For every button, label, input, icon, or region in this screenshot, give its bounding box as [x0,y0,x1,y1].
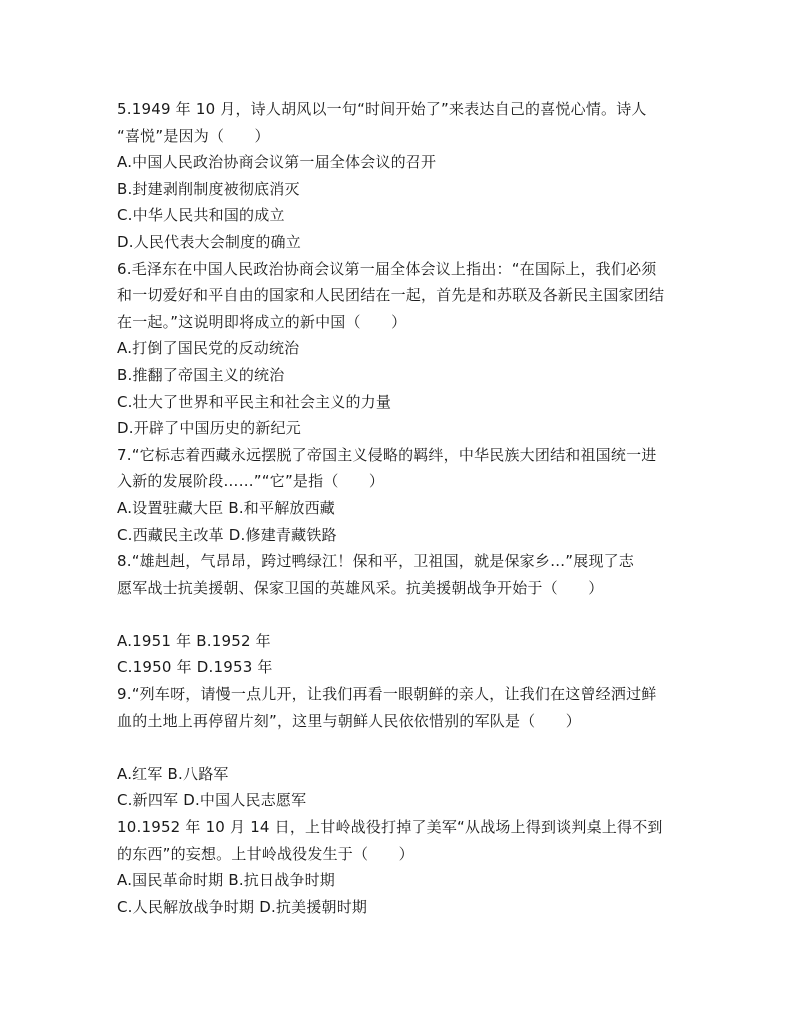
option-c-d: C.人民解放战争时期 D.抗美援朝时期 [117,897,368,916]
option-d: D.人民代表大会制度的确立 [117,232,301,251]
question-5 [117,96,687,256]
question-stem-line: 入新的发展阶段……”“它”是指（ ） [117,472,385,491]
option-a: A.中国人民政治协商会议第一届全体会议的召开 [117,153,437,172]
question-stem-line: 血的土地上再停留片刻”，这里与朝鲜人民依依惜别的军队是（ ） [117,711,581,730]
option-a-b: A.国民革命时期 B.抗日战争时期 [117,871,335,890]
question-10 [117,814,687,920]
question-7 [117,442,687,548]
question-stem-line: 愿军战士抗美援朝、保家卫国的英雄风采。抗美援朝战争开始于（ ） [117,578,604,597]
option-c-d: C.1950 年 D.1953 年 [117,658,273,677]
option-b: B.推翻了帝国主义的统治 [117,365,285,384]
question-stem-line: “喜悦”是因为（ ） [117,126,270,145]
question-6 [117,256,687,442]
question-stem-line: 的东西”的妄想。上甘岭战役发生于（ ） [117,844,414,863]
question-stem-line: 在一起。”这说明即将成立的新中国（ ） [117,312,407,331]
option-b: B.封建剥削制度被彻底消灭 [117,179,300,198]
option-c: C.中华人民共和国的成立 [117,206,285,225]
question-9 [117,681,687,814]
option-c-d: C.新四军 D.中国人民志愿军 [117,791,307,810]
option-a-b: A.设置驻藏大臣 B.和平解放西藏 [117,498,335,517]
option-a-b: A.1951 年 B.1952 年 [117,631,271,650]
exam-page [117,96,687,920]
question-stem-line: 8.“雄赳赳，气昂昂，跨过鸭绿江！保和平，卫祖国，就是保家乡…”展现了志 [117,552,635,571]
option-a-b: A.红军 B.八路军 [117,764,229,783]
question-stem-line: 10.1952 年 10 月 14 日，上甘岭战役打掉了美军“从战场上得到谈判桌上得不到 [117,818,663,837]
option-d: D.开辟了中国历史的新纪元 [117,419,301,438]
question-8 [117,548,687,681]
blank-spacer [117,601,687,628]
question-stem-line: 9.“列车呀，请慢一点儿开，让我们再看一眼朝鲜的亲人，让我们在这曾经洒过鲜 [117,685,657,704]
option-c-d: C.西藏民主改革 D.修建青藏铁路 [117,525,337,544]
question-stem-line: 6.毛泽东在中国人民政治协商会议第一届全体会议上指出：“在国际上，我们必须 [117,259,657,278]
option-c: C.壮大了世界和平民主和社会主义的力量 [117,392,392,411]
question-stem-line: 5.1949 年 10 月，诗人胡风以一句“时间开始了”来表达自己的喜悦心情。诗人 [117,100,647,118]
question-stem-line: 和一切爱好和平自由的国家和人民团结在一起，首先是和苏联及各新民主国家团结 [117,286,665,305]
question-stem-line: 7.“它标志着西藏永远摆脱了帝国主义侵略的羁绊，中华民族大团结和祖国统一进 [117,445,657,464]
blank-spacer [117,734,687,761]
option-a: A.打倒了国民党的反动统治 [117,339,300,358]
